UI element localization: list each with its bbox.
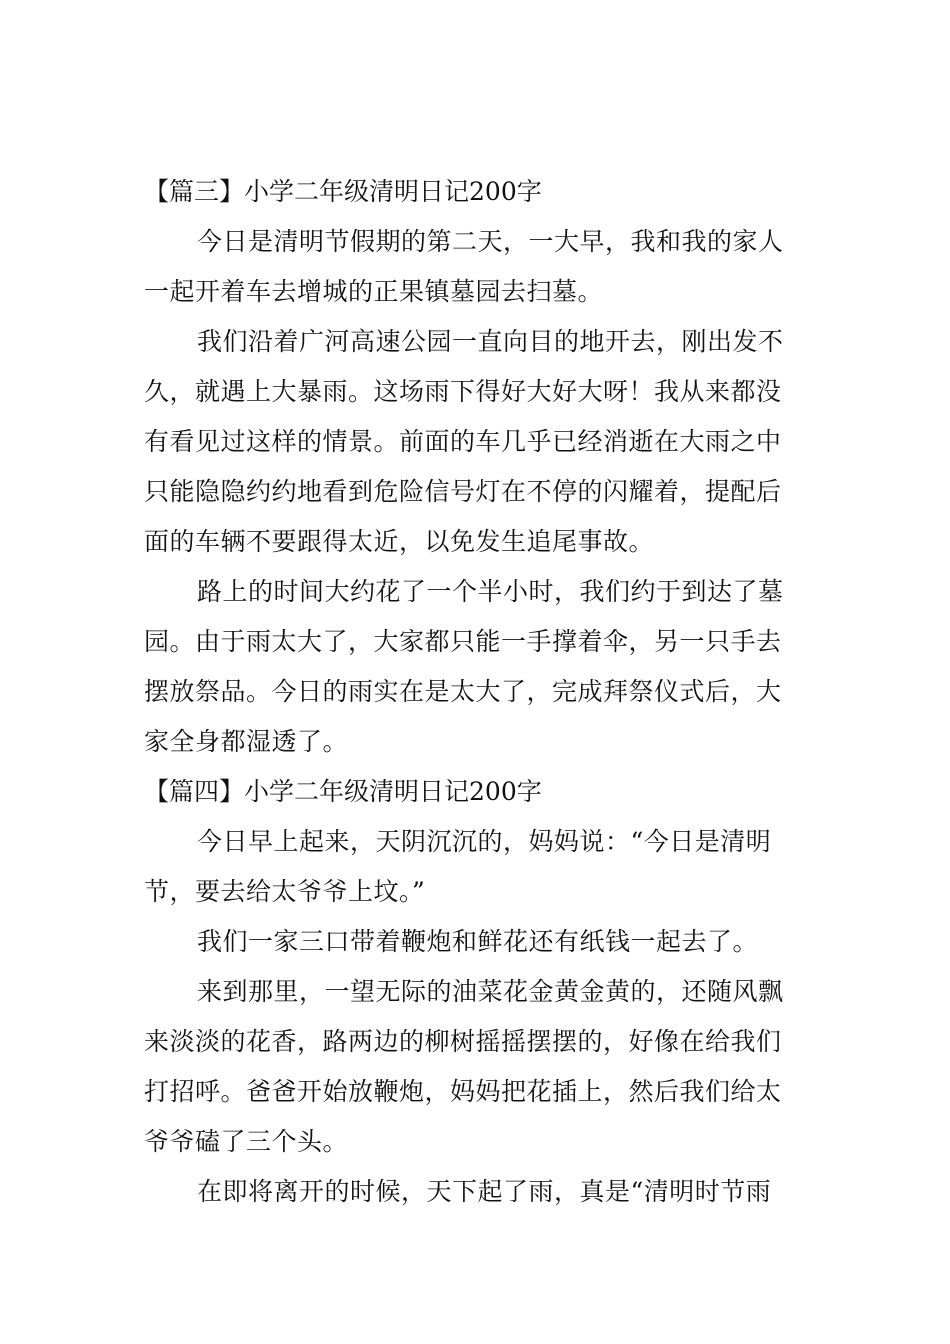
section-heading: 【篇四】小学二年级清明日记200字 [144, 777, 542, 806]
text-line: 我们一家三口带着鞭炮和鲜花还有纸钱一起去了。 [197, 927, 759, 956]
text-line: 今日早上起来，天阴沉沉的，妈妈说：“今日是清明 [197, 827, 772, 856]
section-4 [144, 776, 808, 1208]
text-line: 有看见过这样的情景。前面的车几乎已经消逝在大雨之中 [144, 427, 782, 456]
text-line: 在即将离开的时候，天下起了雨，真是“清明时节雨 [197, 1177, 772, 1206]
text-line: 面的车辆不要跟得太近，以免发生追尾事故。 [144, 527, 655, 556]
text-line: 只能隐隐约约地看到危险信号灯在不停的闪耀着，提配后 [144, 477, 782, 506]
text-line: 我们沿着广河高速公园一直向目的地开去，刚出发不 [197, 327, 784, 356]
section-3 [144, 176, 808, 758]
text-line: 来到那里，一望无际的油菜花金黄金黄的，还随风飘 [197, 977, 784, 1006]
text-line: 久，就遇上大暴雨。这场雨下得好大好大呀！我从来都没 [144, 377, 782, 406]
text-line: 家全身都湿透了。 [144, 727, 349, 756]
text-line: 一起开着车去增城的正果镇墓园去扫墓。 [144, 277, 604, 306]
text-line: 打招呼。爸爸开始放鞭炮，妈妈把花插上，然后我们给太 [144, 1077, 782, 1106]
document-page [144, 176, 808, 1226]
text-line: 路上的时间大约花了一个半小时，我们约于到达了墓 [197, 577, 784, 606]
text-line: 摆放祭品。今日的雨实在是太大了，完成拜祭仪式后，大 [144, 677, 782, 706]
text-line: 今日是清明节假期的第二天，一大早，我和我的家人 [197, 227, 784, 256]
text-line: 节，要去给太爷爷上坟。” [144, 877, 426, 906]
text-line: 来淡淡的花香，路两边的柳树摇摇摆摆的，好像在给我们 [144, 1027, 782, 1056]
section-heading: 【篇三】小学二年级清明日记200字 [144, 177, 542, 206]
text-line: 爷爷磕了三个头。 [144, 1127, 349, 1156]
text-line: 园。由于雨太大了，大家都只能一手撑着伞，另一只手去 [144, 627, 782, 656]
